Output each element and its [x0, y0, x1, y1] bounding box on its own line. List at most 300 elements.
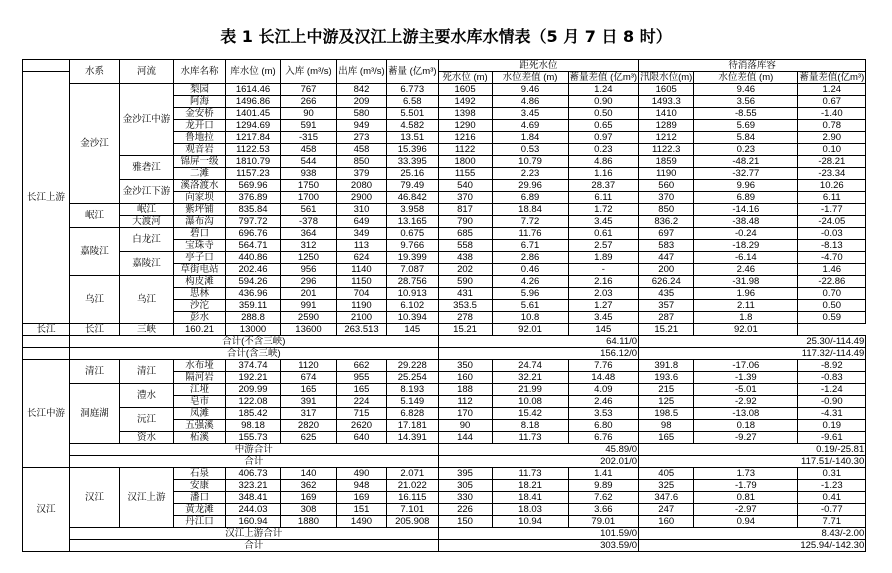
summary-label: 合计 — [70, 540, 439, 552]
reservoir-name: 溪洛渡水 — [174, 180, 226, 192]
level-cell: 569.96 — [226, 180, 281, 192]
flood-storage-cell: -1.40 — [798, 108, 866, 120]
summary-dead-total: 202.01/0 — [438, 456, 639, 468]
flood-level-cell: 325 — [639, 480, 694, 492]
level-cell: 288.8 — [226, 312, 281, 324]
dead-storage-cell: 2.16 — [568, 276, 639, 288]
dead-storage-cell: 3.45 — [568, 216, 639, 228]
flood-diff-cell: -6.14 — [694, 252, 798, 264]
basin-middle: 长江中游 — [23, 360, 70, 468]
flood-level-cell: 198.5 — [639, 408, 694, 420]
dead-diff-cell: 18.41 — [492, 492, 568, 504]
storage-cell: 5.501 — [387, 108, 439, 120]
summary-flood-total: 8.43/-2.00 — [639, 528, 866, 540]
dead-storage-cell: 1.27 — [568, 300, 639, 312]
flood-diff-cell: -5.01 — [694, 384, 798, 396]
level-cell: 244.03 — [226, 504, 281, 516]
flood-storage-cell: -1.23 — [798, 480, 866, 492]
dead-level-cell: 202 — [438, 264, 492, 276]
summary-dead-total: 303.59/0 — [438, 540, 639, 552]
table-row — [23, 216, 866, 228]
flood-diff-cell: -1.39 — [694, 372, 798, 384]
summary-spacer — [23, 336, 70, 348]
dead-storage-cell: 6.11 — [568, 192, 639, 204]
dead-storage-cell: 3.45 — [568, 312, 639, 324]
flood-level-cell: 836.2 — [639, 216, 694, 228]
reservoir-name: 龙开口 — [174, 120, 226, 132]
flood-level-cell: 347.6 — [639, 492, 694, 504]
river-yalong: 雅砻江 — [120, 156, 174, 180]
outflow-cell: 165 — [337, 384, 387, 396]
dead-level-cell: 144 — [438, 432, 492, 444]
flood-diff-cell: -1.79 — [694, 480, 798, 492]
river-changjiang: 长江 — [70, 324, 120, 336]
dead-diff-cell: 4.86 — [492, 96, 568, 108]
flood-level-cell: 583 — [639, 240, 694, 252]
river-yuan: 沅江 — [120, 408, 174, 432]
reservoir-name: 安康 — [174, 480, 226, 492]
outflow-cell: 1150 — [337, 276, 387, 288]
summary-row — [23, 528, 866, 540]
storage-cell: 13.51 — [387, 132, 439, 144]
table-row — [23, 228, 866, 240]
basin-dongting: 洞庭湖 — [70, 384, 120, 444]
storage-cell: 9.766 — [387, 240, 439, 252]
dead-level-cell: 1492 — [438, 96, 492, 108]
outflow-cell: 842 — [337, 84, 387, 96]
outflow-cell: 379 — [337, 168, 387, 180]
dead-storage-cell: 1.89 — [568, 252, 639, 264]
reservoir-name: 思林 — [174, 288, 226, 300]
flood-storage-cell: -1.77 — [798, 204, 866, 216]
dead-level-cell: 112 — [438, 396, 492, 408]
dead-diff-cell: 10.79 — [492, 156, 568, 168]
reservoir-name: 瀑布沟 — [174, 216, 226, 228]
outflow-cell: 209 — [337, 96, 387, 108]
dead-storage-cell: 6.80 — [568, 420, 639, 432]
level-cell: 155.73 — [226, 432, 281, 444]
dead-level-cell: 160 — [438, 372, 492, 384]
inflow-cell: 991 — [281, 300, 337, 312]
flood-storage-cell: 2.90 — [798, 132, 866, 144]
inflow-cell: 391 — [281, 396, 337, 408]
outflow-cell: 13600 — [281, 324, 337, 336]
reservoir-name: 梨园 — [174, 84, 226, 96]
summary-flood-total: 125.94/-142.30 — [639, 540, 866, 552]
flood-diff-cell: 0.18 — [694, 420, 798, 432]
basin-upper: 长江上游 — [23, 72, 70, 324]
summary-label: 汉江上游合计 — [70, 528, 439, 540]
river-li: 澧水 — [120, 384, 174, 408]
flood-storage-cell: -0.03 — [798, 228, 866, 240]
dead-diff-cell: 21.99 — [492, 384, 568, 396]
reservoir-name: 三峡 — [120, 324, 174, 336]
outflow-cell: 850 — [337, 156, 387, 168]
storage-cell: 19.399 — [387, 252, 439, 264]
reservoir-name: 丹江口 — [174, 516, 226, 528]
summary-label: 合计 — [70, 456, 439, 468]
level-cell: 1496.86 — [226, 96, 281, 108]
basin-jialing: 嘉陵江 — [70, 228, 120, 276]
flood-level-cell: 1859 — [639, 156, 694, 168]
col-header-dead-storage: 蓄量差值 (亿m³) — [569, 72, 638, 83]
flood-diff-cell: -2.92 — [694, 396, 798, 408]
level-cell: 440.86 — [226, 252, 281, 264]
dead-storage-cell: 0.61 — [568, 228, 639, 240]
dead-level-cell: 305 — [438, 480, 492, 492]
reservoir-name: 鲁地拉 — [174, 132, 226, 144]
basin-min: 岷江 — [70, 204, 120, 228]
dead-level-cell: 1216 — [438, 132, 492, 144]
dead-level-cell: 1155 — [438, 168, 492, 180]
flood-storage-cell: 0.78 — [798, 120, 866, 132]
dead-storage-cell: 1.41 — [568, 468, 639, 480]
river-han-upper: 汉江上游 — [120, 468, 174, 528]
flood-diff-cell: 5.84 — [694, 132, 798, 144]
table-row — [23, 468, 866, 480]
dead-level-cell: 1290 — [438, 120, 492, 132]
col-header-dead-diff: 水位差值 (m) — [492, 72, 568, 84]
level-cell: 209.99 — [226, 384, 281, 396]
level-cell: 1614.46 — [226, 84, 281, 96]
col-header-basin: 水系 — [70, 60, 120, 84]
outflow-cell: 458 — [337, 144, 387, 156]
dead-storage-cell: 0.90 — [568, 96, 639, 108]
dead-level-cell: 188 — [438, 384, 492, 396]
storage-cell: 6.828 — [387, 408, 439, 420]
flood-level-cell: 125 — [639, 396, 694, 408]
outflow-cell: 169 — [337, 492, 387, 504]
flood-diff-cell: -9.27 — [694, 432, 798, 444]
reservoir-name: 观音岩 — [174, 144, 226, 156]
inflow-cell: 2590 — [281, 312, 337, 324]
dead-level-cell: 278 — [438, 312, 492, 324]
col-header-reservoir: 水库名称 — [174, 60, 226, 84]
flood-storage-cell: -9.61 — [798, 432, 866, 444]
flood-diff-cell: 6.89 — [694, 192, 798, 204]
level-cell: 160.21 — [174, 324, 226, 336]
dead-level-cell: 170 — [438, 408, 492, 420]
col-header-flood-level: 汛限水位(m) — [640, 72, 693, 83]
dead-storage-cell: 28.37 — [568, 180, 639, 192]
inflow-cell: 364 — [281, 228, 337, 240]
flood-level-cell: 215 — [639, 384, 694, 396]
dead-diff-cell: 3.45 — [492, 108, 568, 120]
summary-row — [23, 348, 866, 360]
outflow-cell: 310 — [337, 204, 387, 216]
level-cell: 797.72 — [226, 216, 281, 228]
basin-qing: 清江 — [70, 360, 120, 384]
flood-level-cell: 850 — [639, 204, 694, 216]
storage-cell: 7.101 — [387, 504, 439, 516]
summary-dead-total: 64.11/0 — [438, 336, 639, 348]
flood-level-cell: 98 — [639, 420, 694, 432]
dead-diff-cell: 11.73 — [492, 432, 568, 444]
dead-diff-cell: 10.94 — [492, 516, 568, 528]
reservoir-name: 锦屏一级 — [174, 156, 226, 168]
flood-diff-cell: 15.21 — [639, 324, 694, 336]
outflow-cell: 1190 — [337, 300, 387, 312]
storage-cell: 15.396 — [387, 144, 439, 156]
flood-diff-cell: 2.11 — [694, 300, 798, 312]
flood-storage-cell: 10.26 — [798, 180, 866, 192]
reservoir-name: 五强溪 — [174, 420, 226, 432]
flood-level-cell: 405 — [639, 468, 694, 480]
reservoir-name: 江垭 — [174, 384, 226, 396]
reservoir-name: 凤滩 — [174, 408, 226, 420]
flood-storage-cell: 0.59 — [798, 312, 866, 324]
storage-cell: 8.193 — [387, 384, 439, 396]
summary-label: 中游合计 — [70, 444, 439, 456]
outflow-cell: 349 — [337, 228, 387, 240]
summary-row — [23, 540, 866, 552]
outflow-cell: 2100 — [337, 312, 387, 324]
summary-flood-total: 117.51/-140.30 — [639, 456, 866, 468]
flood-diff-cell: 3.56 — [694, 96, 798, 108]
level-cell: 594.26 — [226, 276, 281, 288]
flood-level-cell: 247 — [639, 504, 694, 516]
flood-level-cell: 435 — [639, 288, 694, 300]
col-header-level: 库水位 (m) — [226, 60, 281, 84]
outflow-cell: 224 — [337, 396, 387, 408]
level-cell: 359.11 — [226, 300, 281, 312]
dead-diff-cell: 15.21 — [438, 324, 492, 336]
level-cell: 835.84 — [226, 204, 281, 216]
summary-label: 合计(不含三峡) — [70, 336, 439, 348]
storage-cell: 17.181 — [387, 420, 439, 432]
outflow-cell: 715 — [337, 408, 387, 420]
outflow-cell: 949 — [337, 120, 387, 132]
dead-storage-cell: 4.86 — [568, 156, 639, 168]
flood-level-cell: 1605 — [639, 84, 694, 96]
dead-diff-cell: 24.74 — [492, 360, 568, 372]
flood-level-cell: 193.6 — [639, 372, 694, 384]
reservoir-name: 皂市 — [174, 396, 226, 408]
flood-diff-cell: -17.06 — [694, 360, 798, 372]
flood-level-cell: 697 — [639, 228, 694, 240]
dead-diff-cell: 29.96 — [492, 180, 568, 192]
river-dadu: 大渡河 — [120, 216, 174, 228]
dead-diff-cell: 2.23 — [492, 168, 568, 180]
flood-diff-cell: 0.94 — [694, 516, 798, 528]
col-header-inflow: 入库 (m³/s) — [281, 60, 337, 84]
dead-storage-cell: 2.03 — [568, 288, 639, 300]
level-cell: 436.96 — [226, 288, 281, 300]
flood-diff-cell: 1.8 — [694, 312, 798, 324]
river-zi: 资水 — [120, 432, 174, 444]
dead-diff-cell: 2.86 — [492, 252, 568, 264]
storage-cell: 3.958 — [387, 204, 439, 216]
outflow-cell: 113 — [337, 240, 387, 252]
dead-storage-cell: - — [568, 264, 639, 276]
reservoir-name: 亭子口 — [174, 252, 226, 264]
flood-diff-cell: -2.97 — [694, 504, 798, 516]
dead-level-cell: 90 — [438, 420, 492, 432]
inflow-cell: 169 — [281, 492, 337, 504]
storage-cell: 33.395 — [387, 156, 439, 168]
dead-storage-cell: 0.65 — [568, 120, 639, 132]
reservoir-name: 金安桥 — [174, 108, 226, 120]
inflow-cell: 308 — [281, 504, 337, 516]
basin-changjiang: 长江 — [23, 324, 70, 336]
dead-storage-cell: 1.24 — [568, 84, 639, 96]
level-cell: 376.89 — [226, 192, 281, 204]
reservoir-name: 隔河岩 — [174, 372, 226, 384]
table-row — [23, 156, 866, 168]
inflow-cell: 458 — [281, 144, 337, 156]
col-group-dead-level: 距死水位 — [438, 60, 639, 72]
reservoir-name: 彭水 — [174, 312, 226, 324]
storage-cell: 6.773 — [387, 84, 439, 96]
outflow-cell: 640 — [337, 432, 387, 444]
dead-storage-cell: 1.72 — [568, 204, 639, 216]
flood-diff-cell: -48.21 — [694, 156, 798, 168]
level-cell: 98.18 — [226, 420, 281, 432]
inflow-cell: 591 — [281, 120, 337, 132]
level-cell: 406.73 — [226, 468, 281, 480]
inflow-cell: 561 — [281, 204, 337, 216]
river-jinsha-mid: 金沙江中游 — [120, 84, 174, 156]
dead-level-cell: 438 — [438, 252, 492, 264]
dead-level-cell: 353.5 — [438, 300, 492, 312]
dead-level-cell: 558 — [438, 240, 492, 252]
reservoir-name: 柘溪 — [174, 432, 226, 444]
level-cell: 160.94 — [226, 516, 281, 528]
flood-diff-cell: -38.48 — [694, 216, 798, 228]
level-cell: 1157.23 — [226, 168, 281, 180]
flood-diff-cell: 0.23 — [694, 144, 798, 156]
dead-level-cell: 150 — [438, 516, 492, 528]
dead-level-cell: 1605 — [438, 84, 492, 96]
level-cell: 1401.45 — [226, 108, 281, 120]
reservoir-name: 草街电站 — [174, 264, 226, 276]
inflow-cell: 625 — [281, 432, 337, 444]
flood-level-cell: 626.24 — [639, 276, 694, 288]
dead-storage-cell: 2.57 — [568, 240, 639, 252]
dead-diff-cell: 11.76 — [492, 228, 568, 240]
storage-cell: 25.16 — [387, 168, 439, 180]
dead-level-cell: 145 — [387, 324, 439, 336]
dead-level-cell: 395 — [438, 468, 492, 480]
reservoir-name: 潘口 — [174, 492, 226, 504]
dead-storage-cell: 0.50 — [568, 108, 639, 120]
flood-storage-cell: -0.90 — [798, 396, 866, 408]
dead-storage-cell: 3.53 — [568, 408, 639, 420]
dead-diff-cell: 5.61 — [492, 300, 568, 312]
flood-storage-cell: 7.71 — [798, 516, 866, 528]
col-header-flood-diff: 水位差值 (m) — [694, 72, 798, 84]
reservoir-name: 水布垭 — [174, 360, 226, 372]
flood-storage-cell: -4.31 — [798, 408, 866, 420]
dead-storage-cell: 0.23 — [568, 144, 639, 156]
table-row — [23, 408, 866, 420]
flood-diff-cell: -32.77 — [694, 168, 798, 180]
level-cell: 696.76 — [226, 228, 281, 240]
flood-level-cell: 447 — [639, 252, 694, 264]
flood-diff-cell: -13.08 — [694, 408, 798, 420]
storage-cell: 46.842 — [387, 192, 439, 204]
flood-diff-cell: -31.98 — [694, 276, 798, 288]
summary-spacer — [23, 348, 70, 360]
reservoir-name: 二滩 — [174, 168, 226, 180]
flood-storage-cell: -23.34 — [798, 168, 866, 180]
flood-storage-cell: -24.05 — [798, 216, 866, 228]
storage-cell: 28.756 — [387, 276, 439, 288]
outflow-cell: 1490 — [337, 516, 387, 528]
level-cell: 202.46 — [226, 264, 281, 276]
flood-storage-cell: -1.24 — [798, 384, 866, 396]
river-wu: 乌江 — [120, 276, 174, 324]
dead-storage-cell: 14.48 — [568, 372, 639, 384]
summary-flood-total: 117.32/-114.49 — [639, 348, 866, 360]
level-cell: 323.21 — [226, 480, 281, 492]
level-cell: 185.42 — [226, 408, 281, 420]
col-header-flood-storage: 蓄量差值(亿m³) — [799, 72, 865, 83]
flood-level-cell: 145 — [568, 324, 639, 336]
level-cell: 192.21 — [226, 372, 281, 384]
dead-diff-cell: 6.89 — [492, 192, 568, 204]
dead-level-cell: 370 — [438, 192, 492, 204]
table-row — [23, 204, 866, 216]
table-row — [23, 84, 866, 96]
outflow-cell: 1140 — [337, 264, 387, 276]
river-qing: 清江 — [120, 360, 174, 384]
dead-storage-cell: 9.89 — [568, 480, 639, 492]
basin-han-upper: 汉江 — [70, 468, 120, 528]
flood-storage-cell: -0.77 — [798, 504, 866, 516]
dead-level-cell: 540 — [438, 180, 492, 192]
storage-cell: 21.022 — [387, 480, 439, 492]
storage-cell: 2.071 — [387, 468, 439, 480]
storage-cell: 25.254 — [387, 372, 439, 384]
river-jinsha-low: 金沙江下游 — [120, 180, 174, 204]
flood-storage-cell: 0.50 — [798, 300, 866, 312]
table-row — [23, 276, 866, 288]
storage-cell: 205.908 — [387, 516, 439, 528]
dead-storage-cell: 2.46 — [568, 396, 639, 408]
dead-diff-cell: 10.8 — [492, 312, 568, 324]
outflow-cell: 273 — [337, 132, 387, 144]
dead-storage-cell: 4.09 — [568, 384, 639, 396]
inflow-cell: 165 — [281, 384, 337, 396]
dead-diff-cell: 18.84 — [492, 204, 568, 216]
summary-dead-total: 45.89/0 — [438, 444, 639, 456]
flood-level-cell: 560 — [639, 180, 694, 192]
storage-cell: 0.675 — [387, 228, 439, 240]
inflow-cell: 674 — [281, 372, 337, 384]
col-group-flood-capacity: 待消落库容 — [639, 60, 866, 72]
inflow-cell: 1750 — [281, 180, 337, 192]
flood-storage-cell: 92.01 — [694, 324, 798, 336]
flood-diff-cell: -0.24 — [694, 228, 798, 240]
storage-cell: 10.394 — [387, 312, 439, 324]
outflow-cell: 2620 — [337, 420, 387, 432]
flood-level-cell: 1190 — [639, 168, 694, 180]
flood-storage-cell: 6.11 — [798, 192, 866, 204]
flood-storage-cell: -0.83 — [798, 372, 866, 384]
outflow-cell: 955 — [337, 372, 387, 384]
inflow-cell: 767 — [281, 84, 337, 96]
dead-storage-cell: 0.97 — [568, 132, 639, 144]
flood-storage-cell: -22.86 — [798, 276, 866, 288]
inflow-cell: 13000 — [226, 324, 281, 336]
basin-jinsha: 金沙江 — [70, 84, 120, 204]
dead-diff-cell: 5.96 — [492, 288, 568, 300]
flood-storage-cell: 0.19 — [798, 420, 866, 432]
col-header-storage: 蓄量 (亿m³) — [387, 60, 439, 84]
inflow-cell: 938 — [281, 168, 337, 180]
table-row — [23, 432, 866, 444]
